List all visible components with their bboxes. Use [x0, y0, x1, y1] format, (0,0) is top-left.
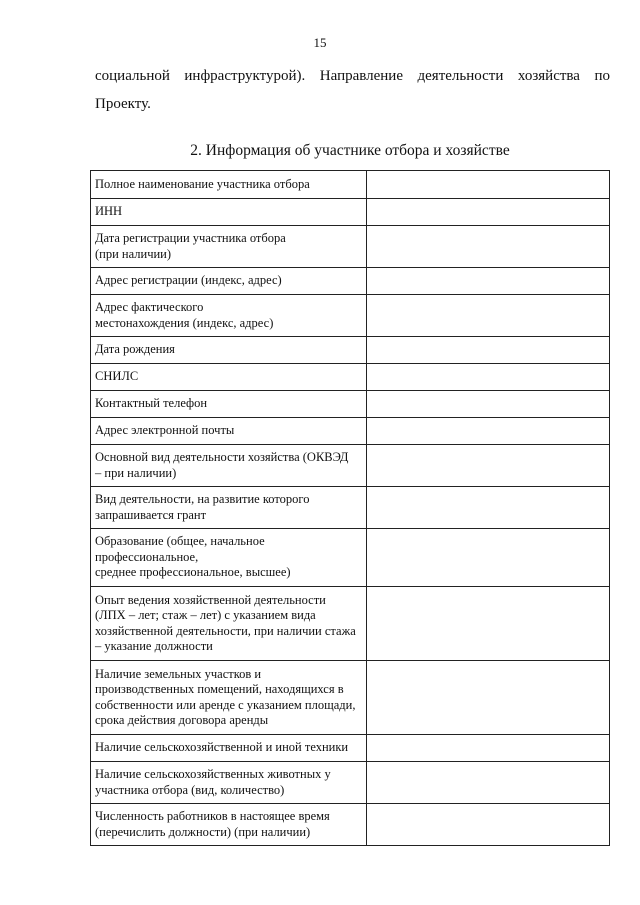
row-label-line: Адрес регистрации (индекс, адрес) [95, 273, 282, 288]
paragraph-line: социальной инфраструктурой). Направление деятельности хозяйства по [95, 68, 610, 84]
row-label-line: собственности или аренде с указанием площади, [95, 697, 356, 712]
row-label-line: (ЛПХ – лет; стаж – лет) с указанием вида [95, 608, 316, 622]
row-label [91, 762, 367, 804]
row-label-line: местонахождения (индекс, адрес) [95, 315, 274, 330]
row-label [91, 391, 367, 418]
table-row [91, 226, 610, 268]
row-label [91, 661, 367, 735]
table-row [91, 587, 610, 661]
row-label [91, 487, 367, 529]
row-value-cell[interactable] [366, 364, 609, 391]
table-row [91, 364, 610, 391]
row-label [91, 268, 367, 295]
table-row [91, 171, 610, 199]
body-paragraph [95, 62, 610, 118]
row-value-cell[interactable] [366, 762, 609, 804]
row-value-cell[interactable] [366, 661, 609, 735]
section-title: 2. Информация об участнике отбора и хозяйстве [190, 142, 510, 159]
row-label-line: Наличие земельных участков и [95, 666, 262, 681]
row-label [91, 364, 367, 391]
row-label [91, 337, 367, 364]
row-label [91, 295, 367, 337]
row-value-cell[interactable] [366, 268, 609, 295]
row-value-cell[interactable] [366, 226, 609, 268]
row-label-line: Адрес электронной почты [95, 423, 235, 438]
row-value-cell[interactable] [366, 804, 609, 846]
row-value-cell[interactable] [366, 418, 609, 445]
table-row [91, 529, 610, 587]
table-row [91, 445, 610, 487]
row-label-line: Наличие сельскохозяйственной и иной техники [95, 740, 349, 755]
row-label-line: Наличие сельскохозяйственных животных у [95, 767, 331, 781]
row-value-cell[interactable] [366, 391, 609, 418]
row-label [91, 804, 367, 846]
row-value-cell[interactable] [366, 487, 609, 529]
table-row [91, 418, 610, 445]
row-label-line: Полное наименование участника отбора [95, 176, 310, 191]
row-label-line: запрашивается грант [95, 507, 207, 522]
row-value-cell[interactable] [366, 295, 609, 337]
row-label-line: участника отбора (вид, количество) [95, 782, 285, 797]
row-label-line: среднее профессиональное, высшее) [95, 565, 291, 580]
row-label [91, 199, 367, 226]
row-label-line: срока действия договора аренды [95, 713, 269, 727]
table-row [91, 199, 610, 226]
row-label-line: Вид деятельности, на развитие которого [95, 492, 310, 506]
row-label-line: Дата рождения [95, 342, 175, 357]
row-label-line: ИНН [95, 204, 123, 219]
table-row [91, 804, 610, 846]
row-label [91, 587, 367, 661]
paragraph-line: Проекту. [95, 96, 151, 112]
row-value-cell[interactable] [366, 529, 609, 587]
row-label [91, 445, 367, 487]
row-value-cell[interactable] [366, 337, 609, 364]
row-value-cell[interactable] [366, 445, 609, 487]
row-label-line: – при наличии) [95, 465, 177, 480]
row-value-cell[interactable] [366, 735, 609, 762]
row-label [91, 171, 367, 199]
row-label-line: производственных помещений, находящихся в [95, 682, 344, 696]
row-label-line: – указание должности [95, 639, 213, 653]
table-row [91, 337, 610, 364]
row-label-line: профессиональное, [95, 549, 199, 564]
participant-info-table [90, 170, 610, 846]
row-label-line: Опыт ведения хозяйственной деятельности [95, 592, 326, 607]
row-value-cell[interactable] [366, 171, 609, 199]
table-row [91, 661, 610, 735]
table-row [91, 487, 610, 529]
row-label-line: Образование (общее, начальное [95, 534, 265, 549]
table-row [91, 391, 610, 418]
table-row [91, 762, 610, 804]
row-value-cell[interactable] [366, 199, 609, 226]
row-label-line: Основной вид деятельности хозяйства (ОКВЭД [95, 450, 349, 464]
row-label [91, 529, 367, 587]
row-label [91, 735, 367, 762]
row-label-line: (при наличии) [95, 246, 172, 261]
row-label-line: хозяйственной деятельности, при наличии стажа [95, 623, 356, 638]
page-number: 15 [313, 35, 327, 50]
row-label-line: Контактный телефон [95, 396, 208, 411]
row-label-line: Численность работников в настоящее время [95, 809, 330, 823]
row-label-line: СНИЛС [95, 369, 139, 384]
table-row [91, 268, 610, 295]
table-row [91, 735, 610, 762]
row-label [91, 418, 367, 445]
row-label-line: (перечислить должности) (при наличии) [95, 824, 311, 839]
row-value-cell[interactable] [366, 587, 609, 661]
row-label-line: Дата регистрации участника отбора [95, 231, 286, 245]
table-row [91, 295, 610, 337]
row-label [91, 226, 367, 268]
row-label-line: Адрес фактического [95, 300, 204, 314]
